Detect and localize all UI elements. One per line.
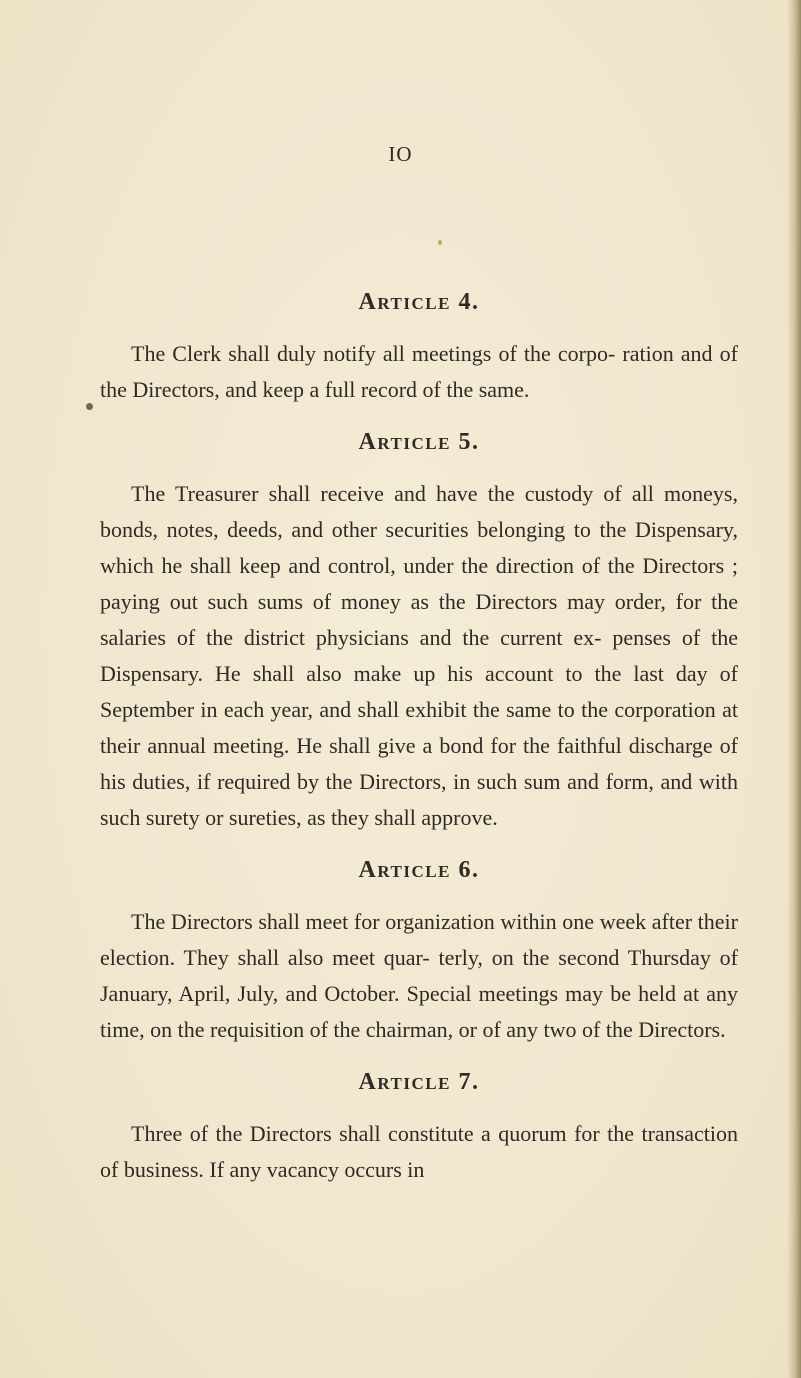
article-5-text: The Treasurer shall receive and have the custody of all moneys, bonds, notes, deeds, and other securities belonging to the Dispensary, which he shall keep and control, under the direction of the Directors ; paying out such sums of money as the Directors may order, for the salaries of the district physicians and the current ex- penses of the Dispensary. He shall also make up his account to the last day of September in each year, and shall exhibit the same to the corporation at their annual meeting. He shall give a bond for the faithful discharge of his duties, if required by the Directors, in such sum and form, and with such surety or sureties, as they shall approve. [100, 481, 738, 830]
page-content [100, 222, 738, 1188]
article-5-heading: Article 5. [358, 429, 480, 455]
article-4-heading: Article 4. [358, 289, 480, 315]
article-4-text: The Clerk shall duly notify all meetings of the corpo- ration and of the Directors, and keep a full record of the same. [100, 341, 738, 402]
article-7-heading: Article 7. [358, 1069, 480, 1095]
article-6-text: The Directors shall meet for organization within one week after their election. They shall also meet quar- terly, on the second Thursday of January, April, July, and October. Special meetings may be held at any time, on the requisition of the chairman, or of any two of the Directors. [100, 909, 738, 1042]
page-number: IO [388, 142, 413, 166]
page-edge-shadow [787, 0, 801, 1378]
article-6-heading: Article 6. [358, 857, 480, 883]
article-7-text: Three of the Directors shall constitute a quorum for the transaction of business. If any vacancy occurs in [100, 1121, 738, 1182]
paper-speck [86, 403, 93, 410]
